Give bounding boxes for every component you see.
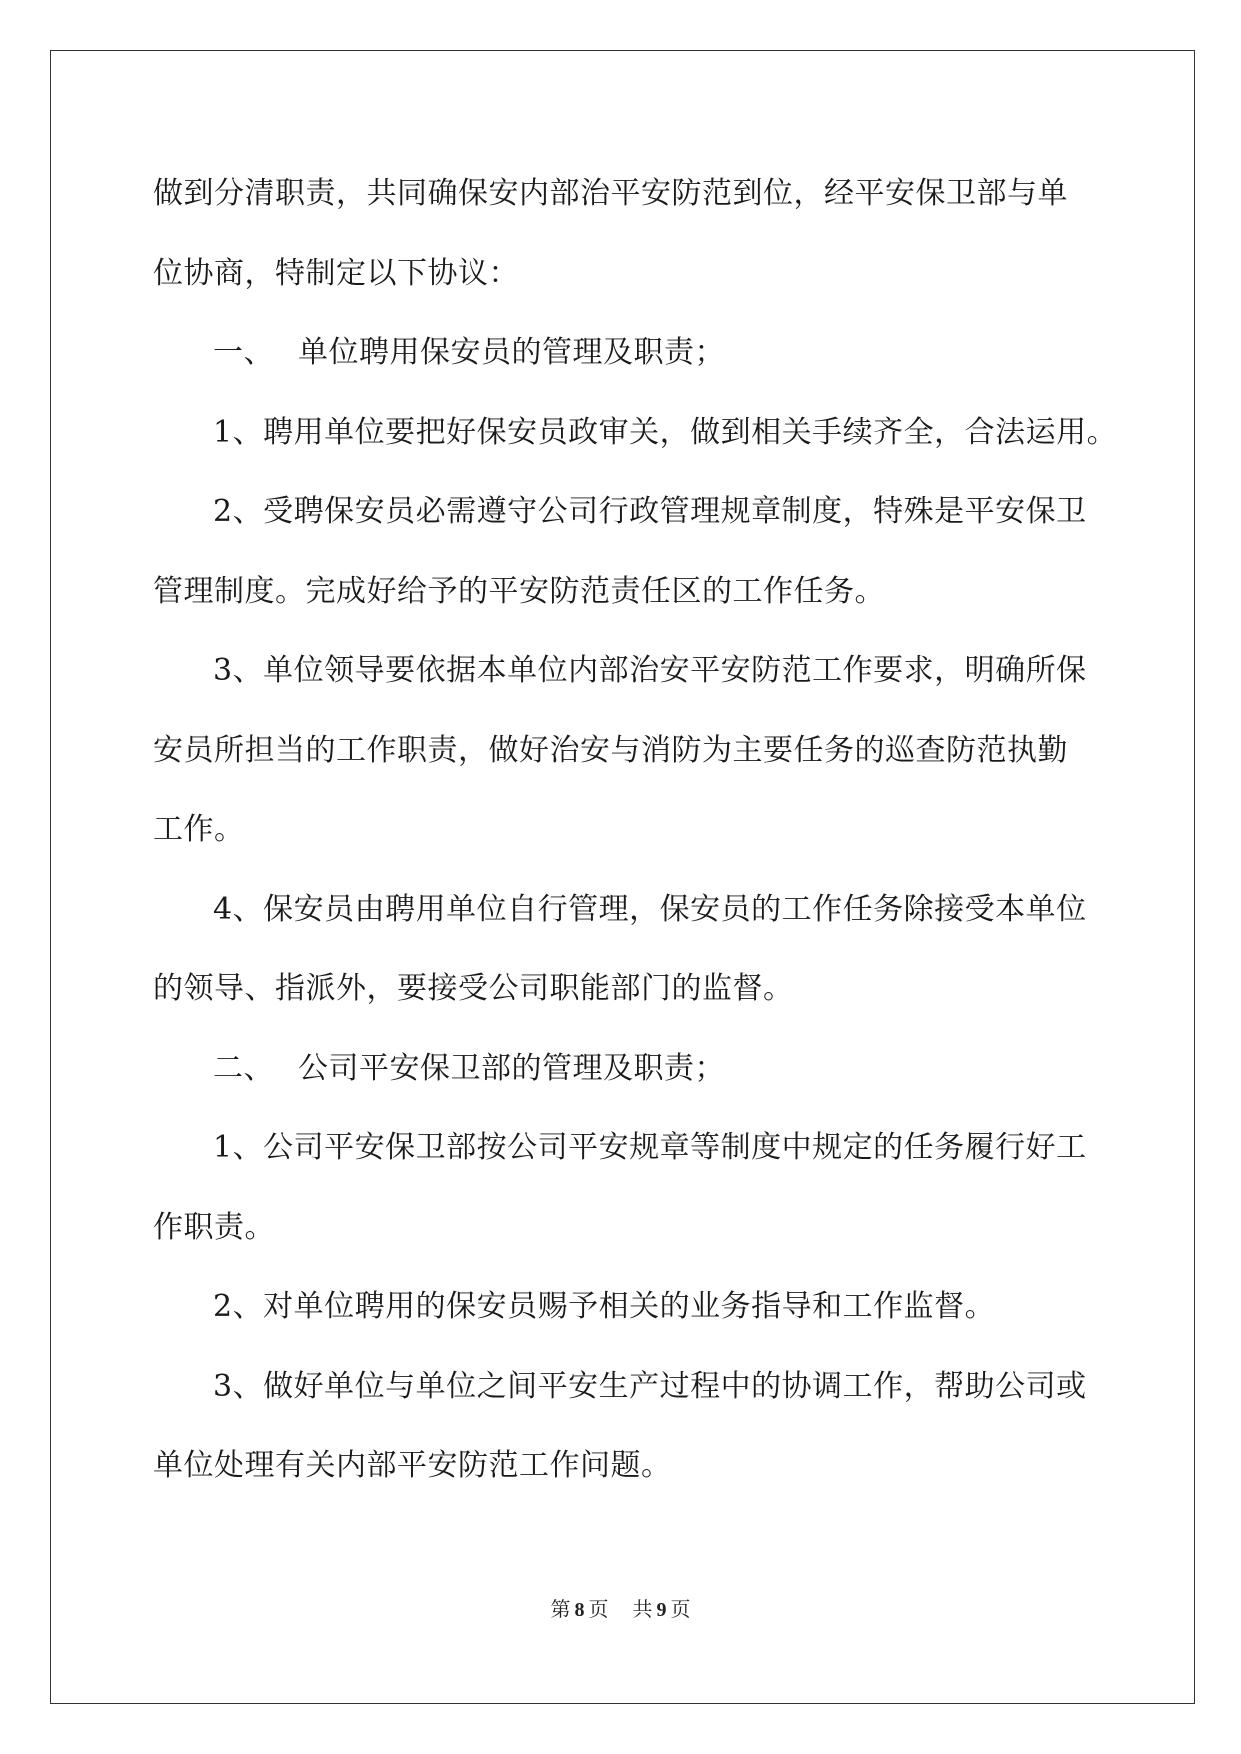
page-suffix: 页 bbox=[588, 1597, 609, 1621]
list-item-continuation: 管理制度。完成好给予的平安防范责任区的工作任务。 bbox=[153, 573, 885, 609]
list-item-continuation: 的领导、指派外，要接受公司职能部门的监督。 bbox=[153, 971, 794, 1006]
section-title: 单位聘用保安员的管理及职责； bbox=[298, 335, 725, 370]
page-total: 9 bbox=[656, 1599, 667, 1621]
section-number: 二、 bbox=[213, 1050, 274, 1086]
total-suffix: 页 bbox=[670, 1597, 691, 1621]
section-heading-1 bbox=[153, 313, 1093, 393]
list-item: 3、做好单位与单位之间平安生产过程中的协调工作，帮助公司或 bbox=[213, 1368, 1087, 1404]
list-item-continuation: 作职责。 bbox=[153, 1209, 275, 1245]
list-item: 2、对单位聘用的保安员赐予相关的业务指导和工作监督。 bbox=[213, 1289, 996, 1324]
document-body bbox=[153, 154, 1118, 1506]
page-footer bbox=[0, 1597, 1241, 1622]
list-item-continuation: 单位处理有关内部平安防范工作问题。 bbox=[153, 1448, 672, 1483]
section-title: 公司平安保卫部的管理及职责； bbox=[298, 1050, 725, 1086]
list-item-continuation: 工作。 bbox=[153, 812, 245, 847]
list-item: 2、受聘保安员必需遵守公司行政管理规章制度，特殊是平安保卫 bbox=[213, 494, 1087, 529]
section-heading-2 bbox=[153, 1029, 1093, 1109]
total-prefix: 共 bbox=[632, 1597, 653, 1621]
page-current: 8 bbox=[574, 1599, 585, 1621]
paragraph-line: 位协商，特制定以下协议： bbox=[153, 255, 519, 291]
list-item: 3、单位领导要依据本单位内部治安平安防范工作要求，明确所保 bbox=[213, 653, 1087, 688]
list-item: 4、保安员由聘用单位自行管理，保安员的工作任务除接受本单位 bbox=[213, 891, 1087, 927]
list-item: 1、公司平安保卫部按公司平安规章等制度中规定的任务履行好工 bbox=[213, 1130, 1087, 1165]
section-number: 一、 bbox=[213, 335, 274, 370]
list-item-continuation: 安员所担当的工作职责，做好治安与消防为主要任务的巡查防范执勤 bbox=[153, 732, 1068, 768]
list-item: 1、聘用单位要把好保安员政审关，做到相关手续齐全，合法运用。 bbox=[213, 414, 1118, 450]
page-prefix: 第 bbox=[550, 1597, 571, 1621]
paragraph-line: 做到分清职责，共同确保安内部治平安防范到位，经平安保卫部与单 bbox=[153, 176, 1068, 211]
